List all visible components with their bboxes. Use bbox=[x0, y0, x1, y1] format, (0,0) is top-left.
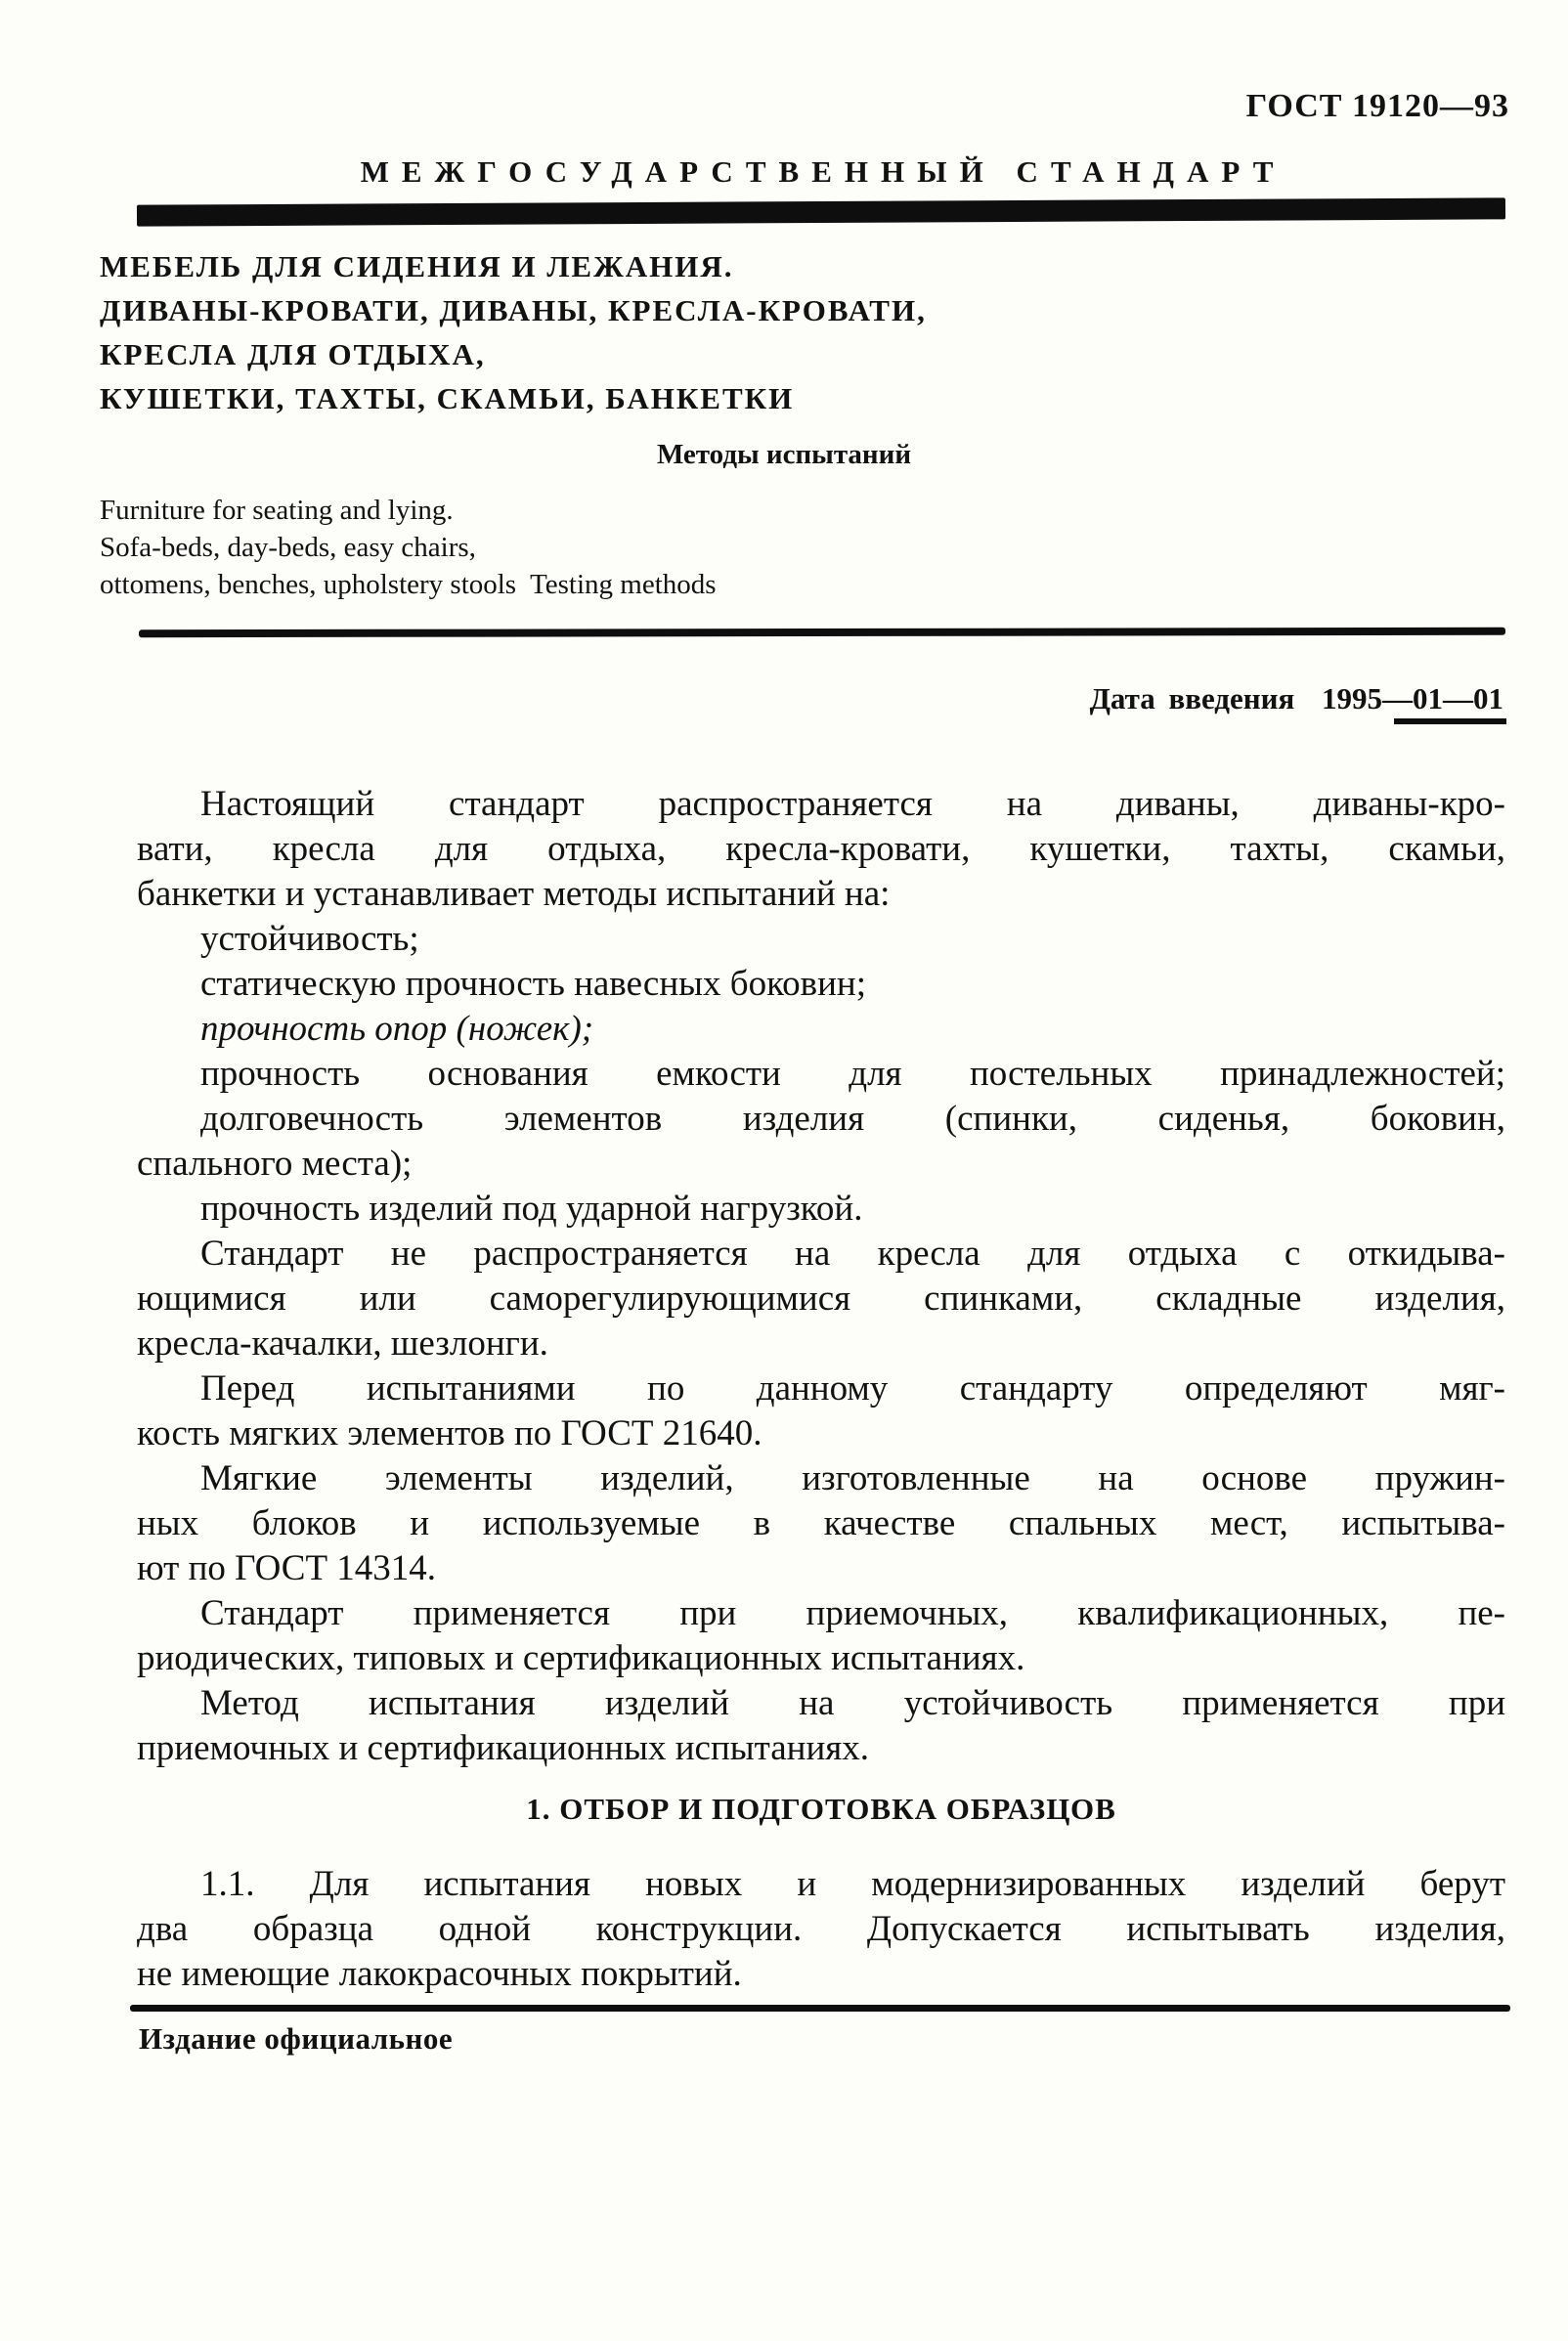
text-line: прочность опор (ножек); bbox=[200, 1009, 594, 1049]
subtitle-methods: Методы испытаний bbox=[656, 439, 912, 470]
text-line: Sofa-beds, day-beds, easy chairs, bbox=[100, 532, 476, 563]
text-line: ДИВАНЫ-КРОВАТИ, ДИВАНЫ, КРЕСЛА-КРОВАТИ, bbox=[100, 293, 927, 327]
body-text bbox=[137, 782, 1505, 1771]
text-line: ottomens, benches, upholstery stools Testing methods bbox=[100, 569, 717, 600]
text-line: ющимися или саморегулирующимися спинками, складные изделия, bbox=[137, 1279, 1505, 1319]
official-edition-note: Издание официальное bbox=[139, 2021, 454, 2056]
text-line: Furniture for seating and lying. bbox=[100, 495, 454, 526]
title-divider-rule bbox=[139, 628, 1505, 637]
document-title bbox=[100, 244, 1468, 420]
title-english bbox=[100, 492, 1468, 603]
text-line: банкетки и устанавливает методы испытаний на: bbox=[137, 874, 891, 914]
text-line: КУШЕТКИ, ТАХТЫ, СКАМЬИ, БАНКЕТКИ bbox=[100, 381, 795, 415]
footer-rule bbox=[130, 2005, 1510, 2012]
text-line: прочность основания емкости для постельных принадлежностей; bbox=[200, 1054, 1505, 1094]
text-line: МЕБЕЛЬ ДЛЯ СИДЕНИЯ И ЛЕЖАНИЯ. bbox=[100, 249, 734, 283]
effective-date-label: Дата введения bbox=[1089, 681, 1295, 715]
text-line: Стандарт не распространяется на кресла для отдыха с откидыва- bbox=[200, 1234, 1505, 1274]
text-line: кресла-качалки, шезлонги. bbox=[137, 1323, 548, 1364]
text-line: КРЕСЛА ДЛЯ ОТДЫХА, bbox=[100, 337, 486, 371]
effective-date-value: 1995—01—01 bbox=[1322, 681, 1503, 715]
text-line: статическую прочность навесных боковин; bbox=[200, 964, 867, 1004]
text-line: два образца одной конструкции. Допускается испытывать изделия, bbox=[137, 1909, 1505, 1949]
text-line: Мягкие элементы изделий, изготовленные на основе пружин- bbox=[200, 1458, 1505, 1498]
text-line: ют по ГОСТ 14314. bbox=[137, 1548, 437, 1588]
text-line: не имеющие лакокрасочных покрытий. bbox=[137, 1954, 742, 1994]
effective-date-line bbox=[137, 681, 1503, 716]
text-line: приемочных и сертификационных испытаниях. bbox=[137, 1728, 870, 1768]
text-line: 1.1. Для испытания новых и модернизированных изделий берут bbox=[200, 1864, 1505, 1904]
standard-type-heading: МЕЖГОСУДАРСТВЕННЫЙ СТАНДАРТ bbox=[360, 154, 1286, 189]
text-line: прочность изделий под ударной нагрузкой. bbox=[200, 1189, 863, 1229]
text-line: Настоящий стандарт распространяется на диваны, диваны-кро- bbox=[200, 784, 1505, 824]
text-line: ных блоков и используемые в качестве спальных мест, испытыва- bbox=[137, 1503, 1505, 1543]
text-line: вати, кресла для отдыха, кресла-кровати, кушетки, тахты, скамьи, bbox=[137, 829, 1505, 869]
text-line: спального места); bbox=[137, 1144, 413, 1184]
text-line: Перед испытаниями по данному стандарту определяют мяг- bbox=[200, 1368, 1505, 1409]
text-line: Стандарт применяется при приемочных, квалификационных, пе- bbox=[200, 1593, 1505, 1633]
text-line: долговечность элементов изделия (спинки, сиденья, боковин, bbox=[200, 1099, 1505, 1139]
text-line: Метод испытания изделий на устойчивость применяется при bbox=[200, 1683, 1505, 1723]
doc-number: ГОСТ 19120—93 bbox=[1245, 88, 1509, 124]
header-divider-bar bbox=[137, 197, 1505, 226]
text-line: устойчивость; bbox=[200, 919, 419, 959]
text-line: кость мягких элементов по ГОСТ 21640. bbox=[137, 1413, 762, 1453]
text-line: риодических, типовых и сертификационных испытаниях. bbox=[137, 1638, 1025, 1678]
section-heading: 1. ОТБОР И ПОДГОТОВКА ОБРАЗЦОВ bbox=[526, 1792, 1116, 1826]
section-body-text bbox=[137, 1862, 1505, 1997]
